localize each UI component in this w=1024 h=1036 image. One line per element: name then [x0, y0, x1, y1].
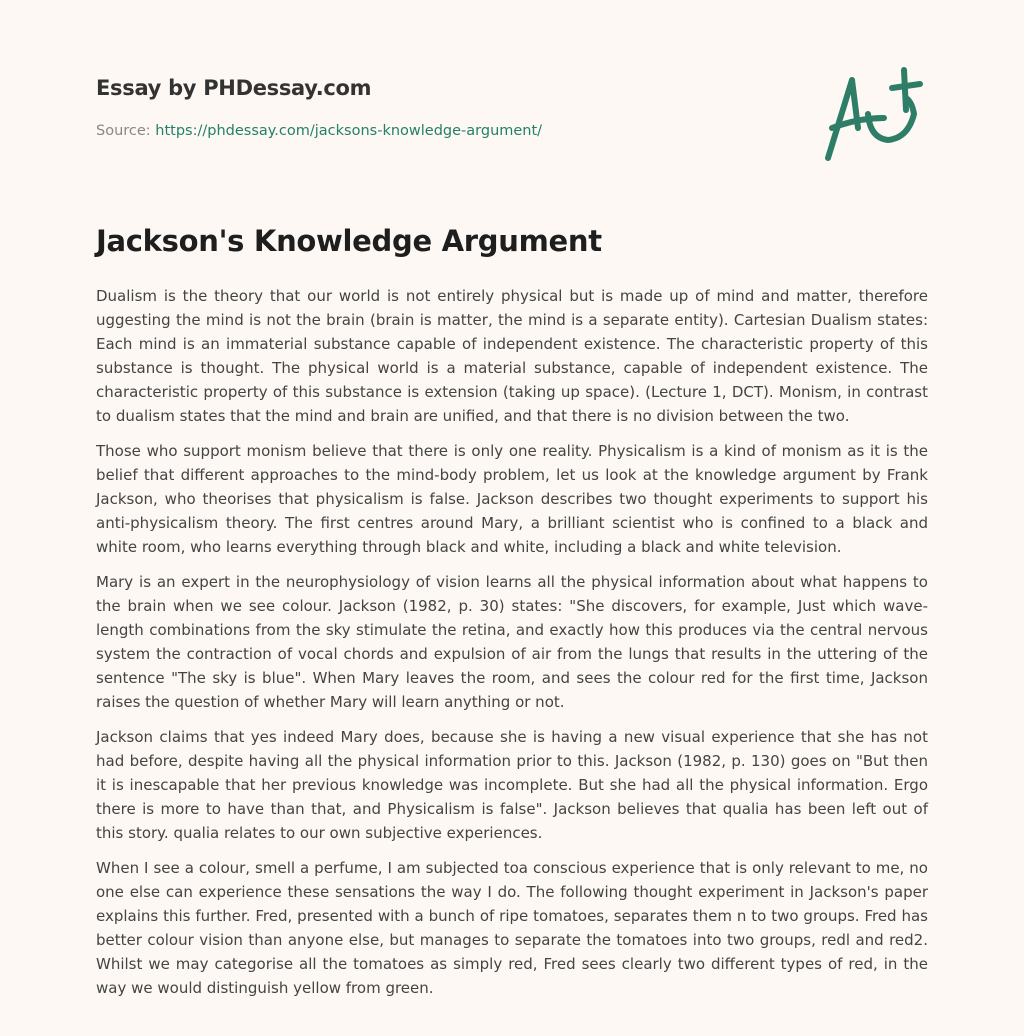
- source-link[interactable]: https://phdessay.com/jacksons-knowledge-argument/: [155, 123, 543, 139]
- paragraph: Jackson claims that yes indeed Mary does, because she is having a new visual experience that she has not had before, despite having all the physical information prior to this. Jackson (1982, p. 130) goes on "But then it is inescapable that her previous knowledge was incomplete. But she had all the physical information. Ergo there is more to have than that, and Physicalism is false". Jackson believes that qualia has been left out of this story. qualia relates to our own subjective experiences.: [96, 728, 928, 842]
- a-plus-logo-icon: [818, 66, 930, 166]
- essay-body: [96, 284, 928, 1011]
- essay-title: Jackson's Knowledge Argument: [96, 224, 602, 258]
- source-line: [96, 123, 542, 139]
- paragraph: Those who support monism believe that there is only one reality. Physicalism is a kind of monism as it is the belief that different approaches to the mind-body problem, let us look at the knowledge argument by Frank Jackson, who theorises that physicalism is false. Jackson describes two thought experiments to support his anti-physicalism theory. The first centres around Mary, a brilliant scientist who is confined to a black and white room, who learns everything through black and white, including a black and white television.: [96, 442, 928, 556]
- site-brand: Essay by PHDessay.com: [96, 76, 372, 100]
- paragraph: Dualism is the theory that our world is not entirely physical but is made up of mind and matter, therefore uggesting the mind is not the brain (brain is matter, the mind is a separate entity). Cartesian Dualism states: Each mind is an immaterial substance capable of independent existence. The characteristic property of this substance is thought. The physical world is a material substance, capable of independent existence. The characteristic property of this substance is extension (taking up space). (Lecture 1, DCT). Monism, in contrast to dualism states that the mind and brain are unified, and that there is no division between the two.: [96, 287, 928, 425]
- paragraph: Mary is an expert in the neurophysiology of vision learns all the physical information about what happens to the brain when we see colour. Jackson (1982, p. 30) states: "She discovers, for example, Just which wave-length combinations from the sky stimulate the retina, and exactly how this produces via the central nervous system the contraction of vocal chords and expulsion of air from the lungs that results in the uttering of the sentence "The sky is blue". When Mary leaves the room, and sees the colour red for the first time, Jackson raises the question of whether Mary will learn anything or not.: [96, 573, 928, 711]
- paragraph: When I see a colour, smell a perfume, I am subjected toa conscious experience that is only relevant to me, no one else can experience these sensations the way I do. The following thought experiment in Jackson's paper explains this further. Fred, presented with a bunch of ripe tomatoes, separates them n to two groups. Fred has better colour vision than anyone else, but manages to separate the tomatoes into two groups, redl and red2. Whilst we may categorise all the tomatoes as simply red, Fred sees clearly two different types of red, in the way we would distinguish yellow from green.: [96, 859, 928, 997]
- source-label: Source:: [96, 123, 151, 139]
